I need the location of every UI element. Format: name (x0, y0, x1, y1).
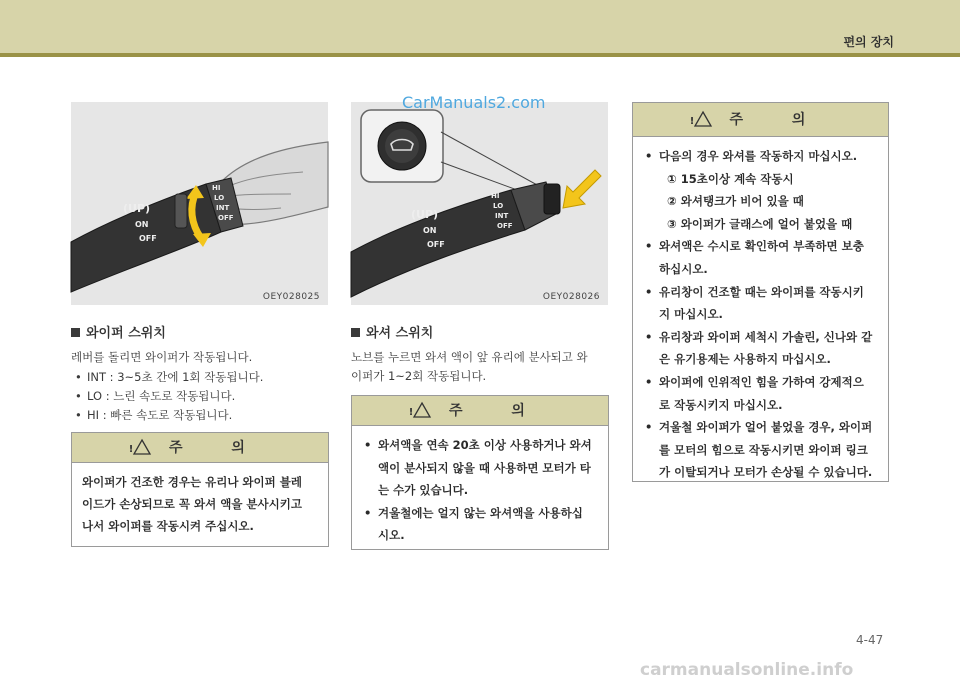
wiper-intro: 레버를 돌리면 와이퍼가 작동됩니다. (71, 350, 253, 364)
label-int: INT (216, 204, 230, 212)
site-watermark: CarManuals2.com (402, 93, 546, 112)
list-item: • 유리창이 건조할 때는 와이퍼를 작동시키 지 마십시오. (645, 281, 878, 326)
caution-header (352, 396, 608, 426)
list-item: • 겨울철 와이퍼가 얼어 붙었을 경우, 와이퍼 를 모터의 힘으로 작동시키면 와이퍼 링크 가 이탈되거나 모터가 손상될 수 있습니다. (645, 416, 878, 484)
list-item: • 와셔액은 수시로 확인하여 부족하면 보충 하십시오. (645, 235, 878, 280)
caution-label: 주 의 (169, 440, 267, 456)
label-lo: LO (214, 194, 225, 202)
footer-watermark: carmanualsonline.info (640, 660, 854, 680)
caution-list (352, 426, 608, 555)
caution-box-3 (632, 102, 889, 482)
label-hi: HI (212, 184, 221, 192)
label-hi: HI (491, 192, 500, 200)
list-item: • 와이퍼에 인위적인 힘을 가하여 강제적으 로 작동시키지 마십시오. (645, 371, 878, 416)
list-item: • HI : 빠른 속도로 작동됩니다. (73, 406, 263, 425)
caution-list (633, 137, 888, 492)
label-off2: OFF (497, 222, 513, 230)
svg-text:!: ! (689, 115, 716, 127)
svg-text:!: ! (128, 443, 156, 455)
caution-box-1 (71, 432, 329, 547)
caution-box-2 (351, 395, 609, 550)
list-item: • 겨울철에는 얼지 않는 와셔액을 사용하십 시오. (364, 502, 598, 547)
list-item: • 와셔액을 연속 20초 이상 사용하거나 와셔 액이 분사되지 않을 때 사용하면 모터가 타 는 수가 있습니다. (364, 434, 598, 502)
list-subitem: ③ 와이퍼가 글래스에 얼어 붙었을 때 (667, 216, 853, 231)
washer-switch-figure (351, 102, 608, 305)
svg-text:!: ! (408, 406, 436, 418)
label-up: (UP) (123, 202, 151, 215)
caution-header (633, 103, 888, 137)
label-up: (UP) (411, 208, 439, 221)
wiper-section-title (71, 322, 166, 341)
label-off: OFF (427, 240, 445, 249)
figure-code: OEY028026 (542, 292, 600, 302)
caution-text: 와이퍼가 건조한 경우는 유리나 와이퍼 블레 이드가 손상되므로 꼭 와셔 액을 분사시키고 나서 와이퍼를 작동시켜 주십시오. (82, 475, 302, 533)
wiper-lever-illustration (71, 102, 328, 305)
washer-section-title (351, 322, 433, 341)
caution-header (72, 433, 328, 463)
label-off: OFF (139, 234, 157, 243)
washer-title-text: 와셔 스위치 (366, 326, 434, 341)
list-item: • LO : 느린 속도로 작동됩니다. (73, 387, 263, 406)
label-off2: OFF (218, 214, 234, 222)
page-header (0, 0, 960, 53)
list-subitem: ② 와셔탱크가 비어 있을 때 (667, 194, 804, 209)
washer-intro: 노브를 누르면 와셔 액이 앞 유리에 분사되고 와 이퍼가 1~2회 작동됩니다. (351, 350, 588, 383)
caution-label: 주 의 (449, 403, 547, 419)
page-number: 4-47 (856, 633, 884, 647)
chapter-title: 편의 장치 (843, 35, 894, 49)
warning-triangle-icon (689, 111, 716, 127)
square-bullet-icon (71, 328, 80, 337)
warning-triangle-icon (408, 402, 436, 418)
wiper-mode-list (73, 368, 263, 425)
label-on: ON (135, 220, 149, 229)
caution-label: 주 의 (729, 112, 828, 128)
wiper-title-text: 와이퍼 스위치 (86, 326, 166, 341)
list-item: • INT : 3~5초 간에 1회 작동됩니다. (73, 368, 263, 387)
list-item: • 다음의 경우 와셔를 작동하지 마십시오. (645, 145, 878, 168)
warning-triangle-icon (128, 439, 156, 455)
label-lo: LO (493, 202, 504, 210)
label-on: ON (423, 226, 437, 235)
label-int: INT (495, 212, 509, 220)
figure-code: OEY028025 (262, 292, 320, 302)
list-subitem: ① 15초이상 계속 작동시 (667, 171, 794, 186)
square-bullet-icon (351, 328, 360, 337)
washer-lever-illustration (351, 102, 608, 305)
wiper-switch-figure (71, 102, 328, 305)
list-item: • 유리창과 와이퍼 세척시 가솔린, 신나와 같 은 유기용제는 사용하지 마십시오. (645, 326, 878, 371)
header-divider (0, 53, 960, 57)
